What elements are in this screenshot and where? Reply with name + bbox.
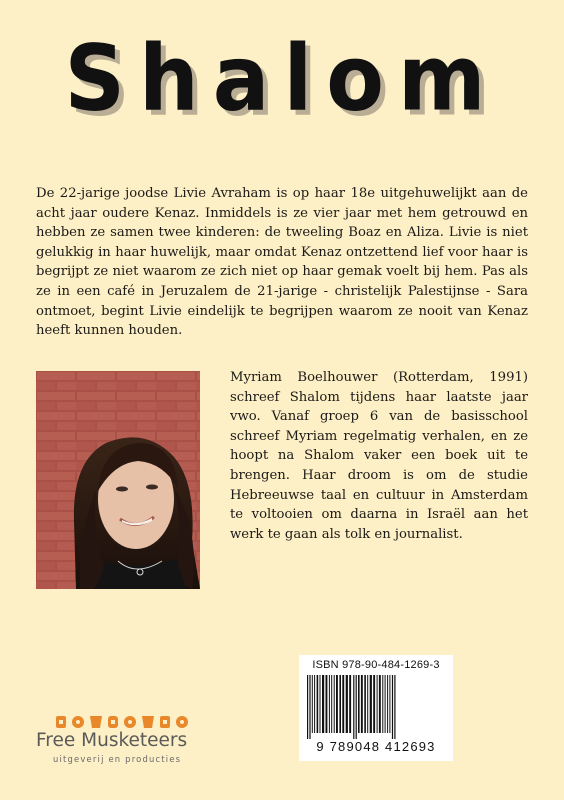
barcode-bars [305,675,447,739]
publisher-tagline: uitgeverij en producties [53,754,182,764]
book-title: Shalom [64,25,500,131]
author-photo [36,371,200,589]
author-bio: Myriam Boelhouwer (Rotterdam, 1991) schreef Shalom tijdens haar laatste jaar vwo. Vanaf groep 6 van de basisschool schreef Myriam regelmatig verhalen, en ze hoopt na Shalom vaker een boek uit te brengen. Haar droom is om de studie Hebreeuwse taal en cultuur in Amsterdam te voltooien om daarna in Israël aan het werk te gaan als tolk en journalist. [230,370,528,542]
author-photo-image [36,371,200,589]
barcode [299,655,453,761]
publisher-name: Free Musketeers [36,730,188,751]
isbn-label: ISBN 978-90-484-1269-3 [312,659,440,671]
book-blurb: De 22-jarige joodse Livie Avraham is op haar 18e uitgehuwelijkt aan de acht jaar oudere Kenaz. Inmiddels is ze vier jaar met hem getrouwd en hebben ze samen twee kinderen: de tweeling Boaz en Aliza. Livie is niet gelukkig in haar huwelijk, maar omdat Kenaz ontzettend lief voor haar is begrijpt ze niet waarom ze zich niet op haar gemak voelt bij hem. Pas als ze in een café in Jeruzalem de 21-jarige - christelijk Palestijnse - Sara ontmoet, begint Livie eindelijk te begrijpen waarom ze nooit van Kenaz heeft kunnen houden. [36,186,528,339]
ean-digits: 9 789048 412693 [316,739,436,754]
publisher-logo-icon [54,712,194,730]
publisher-logo [36,712,216,772]
